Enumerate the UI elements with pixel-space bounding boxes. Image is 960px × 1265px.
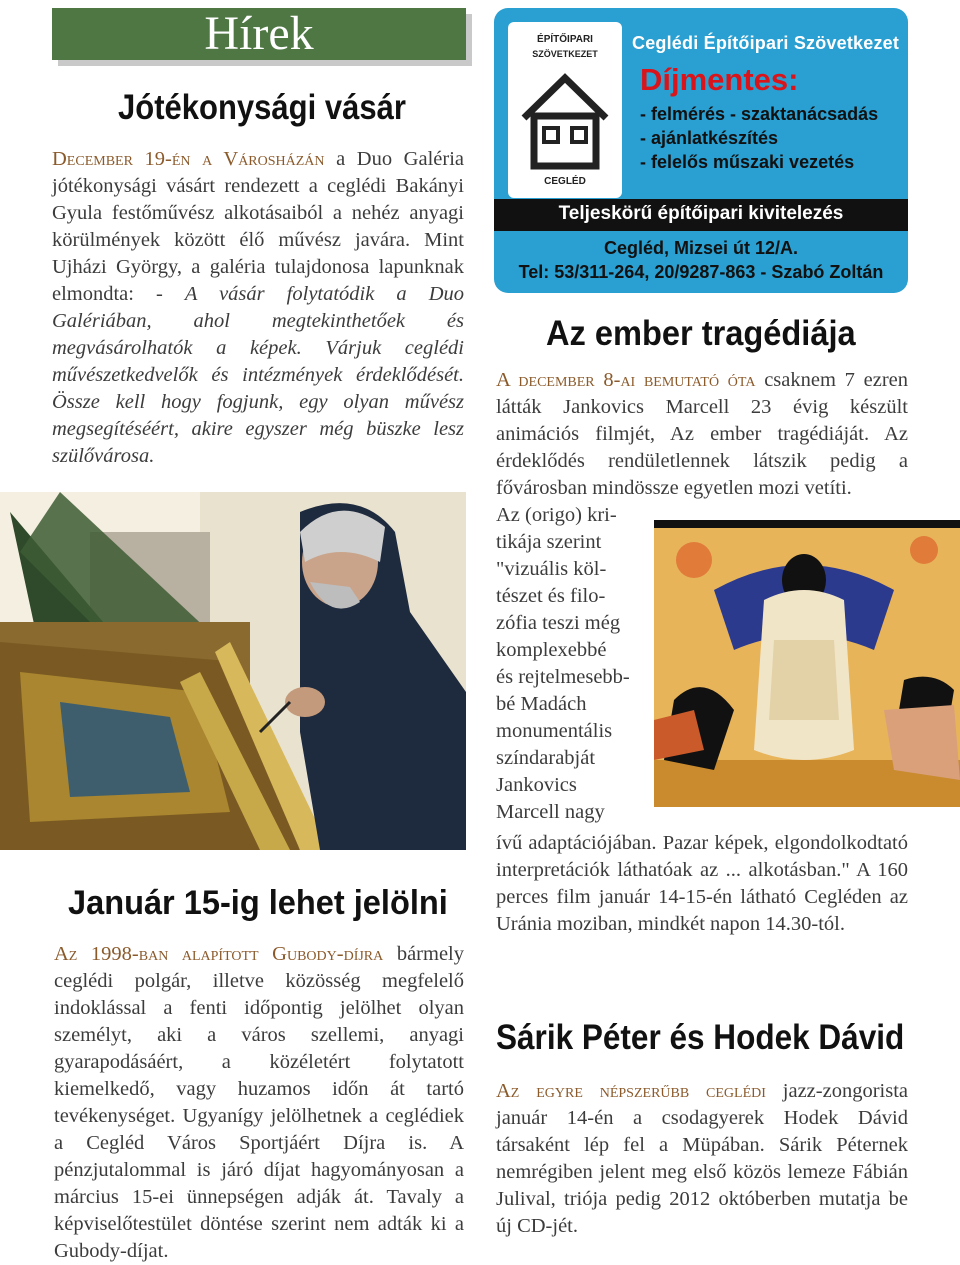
film-still-image [654, 520, 960, 807]
logo-line2: SZÖVETKEZET [532, 49, 598, 59]
article-body-tragedy-bottom [496, 830, 908, 938]
article-lead: Az egyre népszerűbb ceglédi [496, 1080, 766, 1102]
side-line: monumentális [496, 720, 613, 742]
artist-signing-photo [0, 492, 466, 850]
ad-service-item: - felelős műszaki vezetés [640, 152, 855, 172]
ad-service-item: - ajánlatkészítés [640, 128, 779, 148]
side-line: és rejtelmesebb- [496, 666, 630, 688]
ad-service-item: - felmérés - szaktanácsadás [640, 104, 879, 124]
article-body-tragedy-top [496, 367, 908, 502]
side-line: Az (origo) kri- [496, 504, 617, 526]
ad-phone: Tel: 53/311-264, 20/9287-863 - Szabó Zoltán [518, 262, 884, 282]
section-title: Hírek [204, 7, 314, 60]
side-line: "vizuális köl- [496, 558, 607, 580]
article-body-charity-sale [52, 146, 464, 470]
article-body-jazz [496, 1078, 908, 1240]
article-lead: December 19-én a Városházán [52, 148, 325, 170]
article-headline-nomination: Január 15-ig lehet jelölni [68, 884, 448, 922]
article-text: csaknem 7 ezren látták Jankovics Marcell 23 évig készült animációs filmjét, Az ember tragédiáját. Az érdeklődés rendületlennek látszik pedig a fővárosban mindössze egyetlen mozi vetíti. [496, 369, 908, 499]
side-line: tikája szerint [496, 531, 602, 553]
article-headline-jazz: Sárik Péter és Hodek Dávid [496, 1018, 905, 1057]
side-line: Jankovics [496, 774, 577, 796]
article-body-tragedy-side [496, 502, 634, 826]
article-lead: A december 8-ai bemutató óta [496, 369, 756, 391]
side-line: Marcell nagy [496, 801, 605, 823]
logo-line1: ÉPÍTŐIPARI [537, 34, 593, 45]
article-text: bármely ceglédi polgár, illetve közösség megfelelő indoklással a fenti időpontig jelölhet olyan személyt, aki a város szellemi, anyagi gyarapodásáért, a közéletért folytatott kiemelkedő, vagy huzamos időn át tartó tevékenységet. Ugyanígy jelölhetnek a ceglédiek a Cegléd Város Sportjáért Díjra is. A pénzjutalommal is járó díjat hagyományosan a március 15-ei ünnepségen adják át. Tavaly a képviselőtestület döntése szerint nem adták ki a Gubody-díjat. [54, 943, 464, 1262]
side-line: komplexebbé [496, 639, 607, 661]
ad-strip-text: Teljeskörű építőipari kivitelezés [558, 203, 844, 224]
side-line: zófia teszi még [496, 612, 621, 634]
ad-free-label: Díjmentes: [640, 62, 799, 97]
article-headline-tragedy: Az ember tragédiája [546, 314, 856, 353]
article-text: ívű adaptációjában. Pazar képek, elgondolkodtató interpretációk láthatóak az ... alkotásban." A 160 perces film január 14-15-én látható Cegléden az Uránia moziban, mindkét napon 14.30-tól. [496, 832, 908, 935]
side-line: bé Madách [496, 693, 587, 715]
side-line: színdarabját [496, 747, 596, 769]
house-icon [518, 70, 612, 170]
logo-city: CEGLÉD [544, 176, 586, 187]
ad-address: Cegléd, Mizsei út 12/A. [603, 238, 799, 258]
article-lead: Az 1998-ban alapított Gubody-díjra [54, 943, 384, 965]
article-text: jazz-zongorista január 14-én a csodagyerek Hodek Dávid társaként lép fel a Müpában. Sárik Péternek nemrégiben jelent meg első közös lemeze Fábián Julival, triója pedig 2012 októberben mutatja be új CD-jét. [496, 1080, 909, 1237]
article-headline-charity-sale: Jótékonysági vásár [118, 88, 406, 127]
article-text: a Duo Galéria jótékonysági vásárt rendezett a ceglédi Bakányi Gyula festőművész alkotásaiból a nehéz anyagi körülmények között élő művész javára. Mint Ujházi György, a galéria tulajdonosa lapunknak elmondta: - [52, 148, 464, 305]
article-quote: A vásár folytatódik a Duo Galériában, ahol megtekinthetőek és megvásárolhatók a képek. Várjuk ceglédi művészetkedvelők és intézmények érdeklődését. Össze kell hogy fogjunk, egy olyan művész megsegítéséért, akire egyszer még büszke lesz szülővárosa. [52, 283, 464, 467]
company-logo [508, 22, 622, 198]
side-line: tészet és filo- [496, 585, 606, 607]
ad-company-name: Ceglédi Építőipari Szövetkezet [632, 33, 900, 53]
article-body-nomination [54, 941, 464, 1265]
